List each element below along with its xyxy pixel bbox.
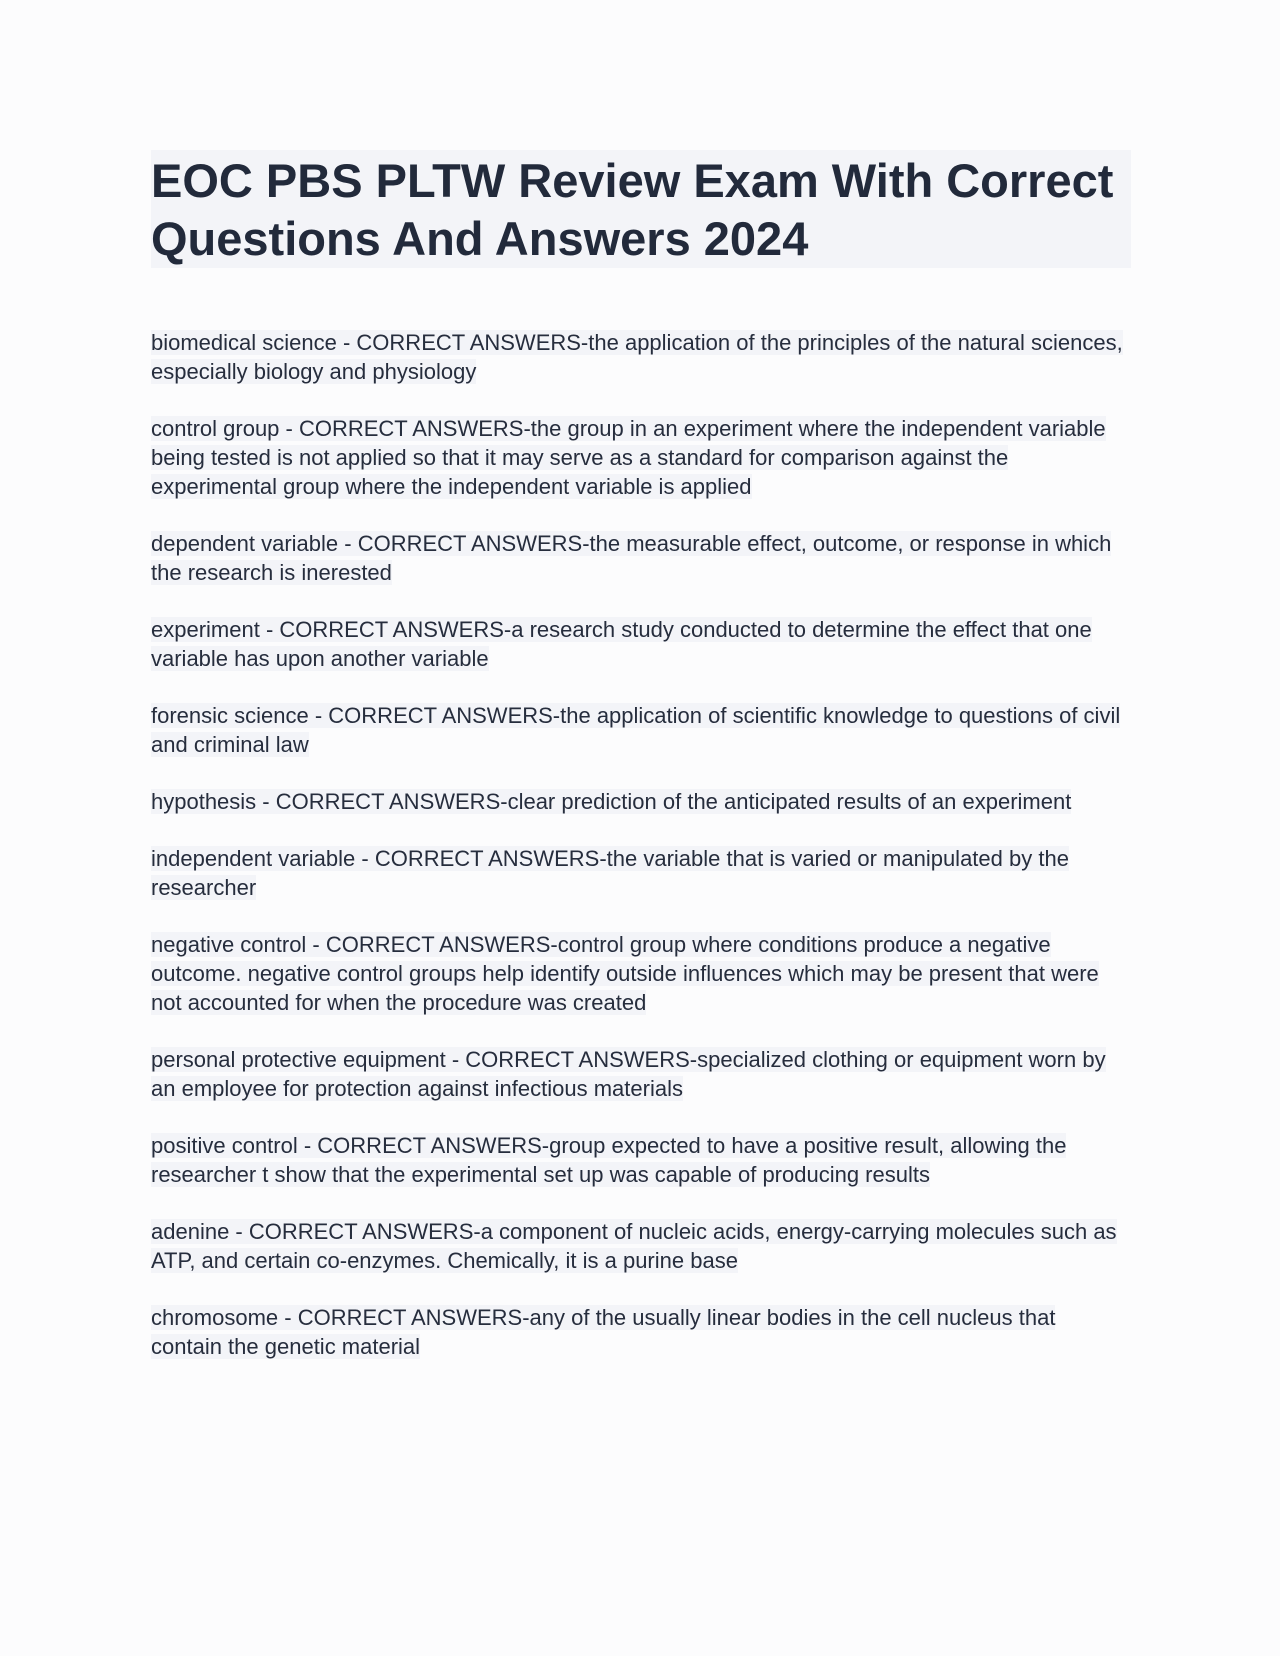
- entry-item: [151, 1303, 1131, 1361]
- entry-item: [151, 930, 1131, 1017]
- entry-item: [151, 328, 1131, 386]
- entry-text: forensic science - CORRECT ANSWERS-the application of scientific knowledge to questions of civil and criminal law: [151, 703, 1121, 757]
- entry-item: [151, 701, 1131, 759]
- entry-item: [151, 1217, 1131, 1275]
- entry-item: [151, 1131, 1131, 1189]
- document-page: [151, 150, 1131, 1389]
- entry-list: [151, 328, 1131, 1361]
- entry-text: biomedical science - CORRECT ANSWERS-the application of the principles of the natural sciences, especially biology and physiology: [151, 330, 1123, 384]
- entry-item: [151, 844, 1131, 902]
- entry-text: adenine - CORRECT ANSWERS-a component of nucleic acids, energy-carrying molecules such as ATP, and certain co-enzymes. Chemically, it is a purine base: [151, 1219, 1117, 1273]
- entry-item: [151, 529, 1131, 587]
- entry-text: experiment - CORRECT ANSWERS-a research study conducted to determine the effect that one variable has upon another variable: [151, 617, 1092, 671]
- entry-item: [151, 1045, 1131, 1103]
- entry-text: personal protective equipment - CORRECT ANSWERS-specialized clothing or equipment worn by an employee for protection against infectious materials: [151, 1047, 1106, 1101]
- entry-item: [151, 615, 1131, 673]
- entry-text: dependent variable - CORRECT ANSWERS-the measurable effect, outcome, or response in which the research is inerested: [151, 531, 1112, 585]
- entry-text: independent variable - CORRECT ANSWERS-the variable that is varied or manipulated by the researcher: [151, 846, 1069, 900]
- entry-text: hypothesis - CORRECT ANSWERS-clear prediction of the anticipated results of an experiment: [151, 789, 1072, 814]
- document-title: EOC PBS PLTW Review Exam With Correct Questions And Answers 2024: [151, 150, 1131, 268]
- entry-item: [151, 787, 1131, 816]
- entry-text: positive control - CORRECT ANSWERS-group expected to have a positive result, allowing the researcher t show that the experimental set up was capable of producing results: [151, 1133, 1067, 1187]
- entry-text: negative control - CORRECT ANSWERS-control group where conditions produce a negative outcome. negative control groups help identify outside influences which may be present that were not accounted for when the procedure was created: [151, 932, 1099, 1015]
- entry-text: chromosome - CORRECT ANSWERS-any of the usually linear bodies in the cell nucleus that contain the genetic material: [151, 1305, 1056, 1359]
- entry-text: control group - CORRECT ANSWERS-the group in an experiment where the independent variable being tested is not applied so that it may serve as a standard for comparison against the experimental group where the independent variable is applied: [151, 416, 1106, 499]
- entry-item: [151, 414, 1131, 501]
